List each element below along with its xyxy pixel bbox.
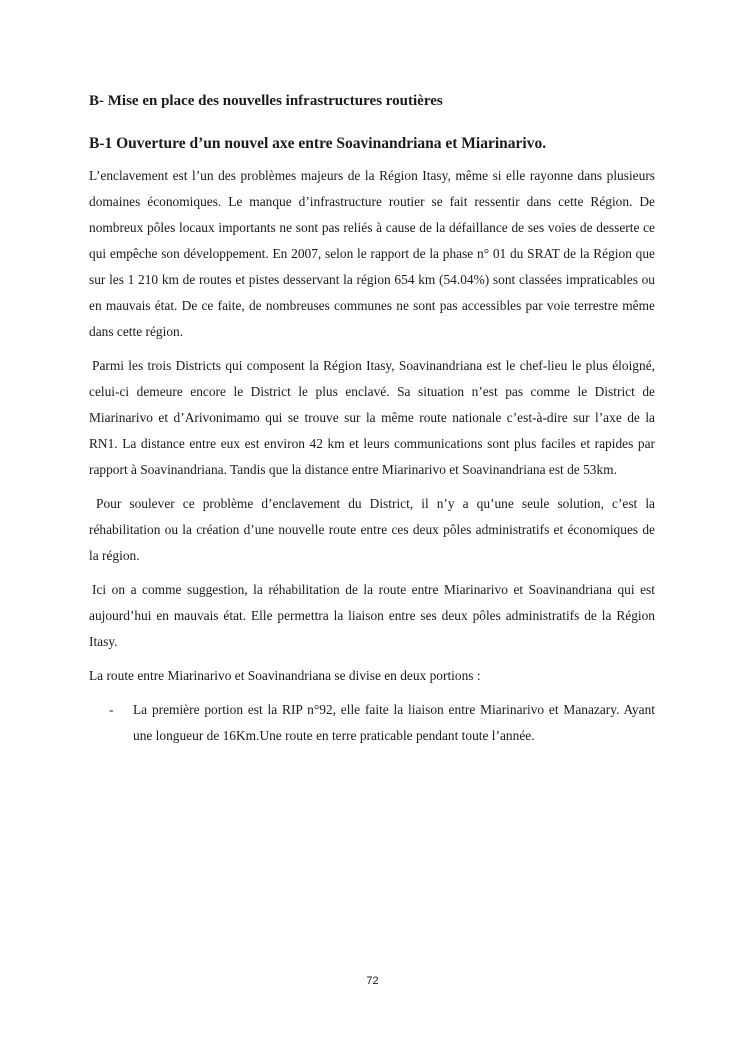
paragraph-solution: Pour soulever ce problème d’enclavement du District, il n’y a qu’une seule solution, c’est la réhabilitation ou la création d’une nouvelle route entre ces deux pôles administratifs et économiques de la région. (89, 496, 655, 563)
paragraph-districts: Parmi les trois Districts qui composent la Région Itasy, Soavinandriana est le chef-lieu le plus éloigné, celui-ci demeure encore le District le plus enclavé. Sa situation n’est pas comme le District de Miarinarivo et d’Arivonimamo qui se trouve sur la même route nationale c’est-à-dire sur l’axe de la RN1. La distance entre eux est environ 42 km et leurs communications sont plus faciles et rapides par rapport à Soavinandriana. Tandis que la distance entre Miarinarivo et Soavinandriana est de 53km. (89, 358, 655, 477)
page-number: 72 (366, 975, 379, 987)
paragraph-enclavement: L’enclavement est l’un des problèmes majeurs de la Région Itasy, même si elle rayonne dans plusieurs domaines économiques. Le manque d’infrastructure routier se fait ressentir dans cette Région. De nombreux pôles locaux importants ne sont pas reliés à cause de la défaillance de ses voies de desserte ce qui empêche son développement. En 2007, selon le rapport de la phase n° 01 du SRAT de la Région que sur les 1 210 km de routes et pistes desservant la région 654 km (54.04%) sont classées impraticables ou en mauvais état. De ce faite, de nombreuses communes ne sont pas accessibles par voie terrestre même dans cette région. (89, 168, 655, 339)
paragraph-suggestion: Ici on a comme suggestion, la réhabilitation de la route entre Miarinarivo et Soavinandriana qui est aujourd’hui en mauvais état. Elle permettra la liaison entre ses deux pôles administratifs de la Région Itasy. (89, 582, 655, 649)
portion-list (89, 697, 655, 749)
bullet-marker: - (109, 702, 114, 717)
bullet-text: La première portion est la RIP n°92, elle faite la liaison entre Miarinarivo et Manazary. Ayant une longueur de 16Km.Une route en terre praticable pendant toute l’année. (133, 702, 655, 743)
section-title: B- Mise en place des nouvelles infrastructures routières (89, 93, 443, 109)
subsection-title: B-1 Ouverture d’un nouvel axe entre Soavinandriana et Miarinarivo. (89, 135, 547, 152)
paragraph-portions-intro: La route entre Miarinarivo et Soavinandriana se divise en deux portions : (89, 668, 481, 683)
list-item (89, 697, 655, 749)
document-body (89, 163, 655, 749)
